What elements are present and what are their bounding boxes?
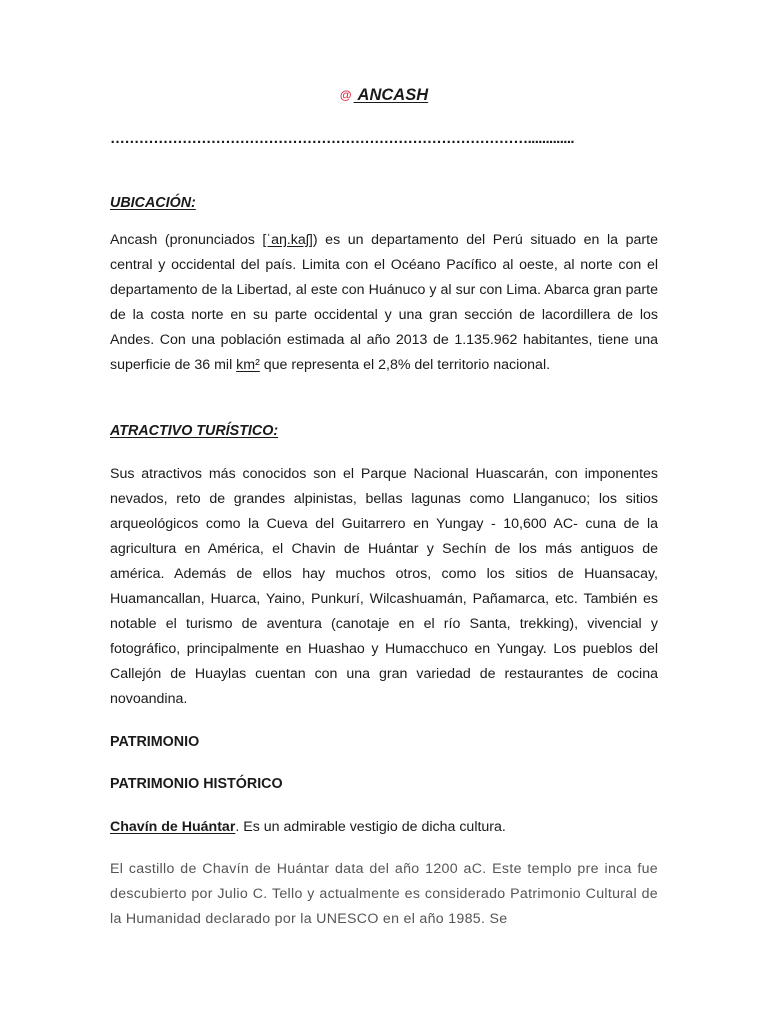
chavin-link[interactable]: Chavín de Huántar — [110, 819, 236, 835]
paragraph-castillo: El castillo de Chavín de Huántar data del año 1200 aC. Este templo pre inca fue descubierto por Julio C. Tello y actualmente es considerado Patrimonio Cultural de la Humanidad declarado por la UNESCO en el año 1985. Se — [110, 861, 658, 927]
heading-atractivo-turistico: ATRACTIVO TURÍSTICO: — [110, 423, 279, 439]
title-text: ANCASH — [353, 86, 429, 104]
document-title — [110, 86, 658, 105]
chavin-text: . Es un admirable vestigio de dicha cultura. — [235, 819, 506, 835]
paragraph-atractivo: Sus atractivos más conocidos son el Parque Nacional Huascarán, con imponentes nevados, reto de grandes alpinistas, bellas lagunas como Llanganuco; los sitios arqueológicos como la Cueva del Guitarrero en Yungay - 10,600 AC- cuna de la agricultura en América, el Chavin de Huántar y Sechín de los más antiguos de américa. Además de ellos hay muchos otros, como los sitios de Huansacay, Huamancallan, Huarca, Yaino, Punkurí, Wilcashuamán, Pañamarca, etc. También es notable el turismo de aventura (canotaje en el río Santa, trekking), vivencial y fotográfico, principalmente en Huashao y Humacchuco en Yungay. Los pueblos del Callejón de Huaylas cuentan con una gran variedad de restaurantes de cocina novoandina. — [110, 466, 658, 707]
ubicacion-text-start: Ancash (pronunciados — [110, 232, 263, 248]
ipa-link[interactable]: [ˈaŋ.kaʃ] — [262, 232, 313, 248]
dotted-separator: ……………………………………………………………………………............. — [110, 133, 574, 145]
heading-patrimonio-historico: PATRIMONIO HISTÓRICO — [110, 776, 283, 792]
heading-ubicacion: UBICACIÓN: — [110, 195, 196, 211]
paragraph-ubicacion — [110, 228, 658, 378]
at-sign-icon: @ — [339, 88, 352, 102]
km2-link[interactable]: km² — [236, 357, 260, 373]
ubicacion-text-mid: ) es un departamento del Perú situado en la parte central y occidental del país. Limita con el Océano Pacífico al oeste, al norte con el departamento de la Libertad, al este con Huánuco y al sur con Lima. Abarca gran parte de la costa norte en su parte occidental y una gran sección de lacordillera de los Andes. Con una población estimada al año 2013 de 1.135.962 habitantes, tiene una superficie de 36 mil — [110, 232, 658, 373]
ubicacion-text-end: que representa el 2,8% del territorio nacional. — [259, 357, 551, 373]
heading-patrimonio: PATRIMONIO — [110, 734, 200, 750]
paragraph-chavin — [110, 815, 658, 840]
